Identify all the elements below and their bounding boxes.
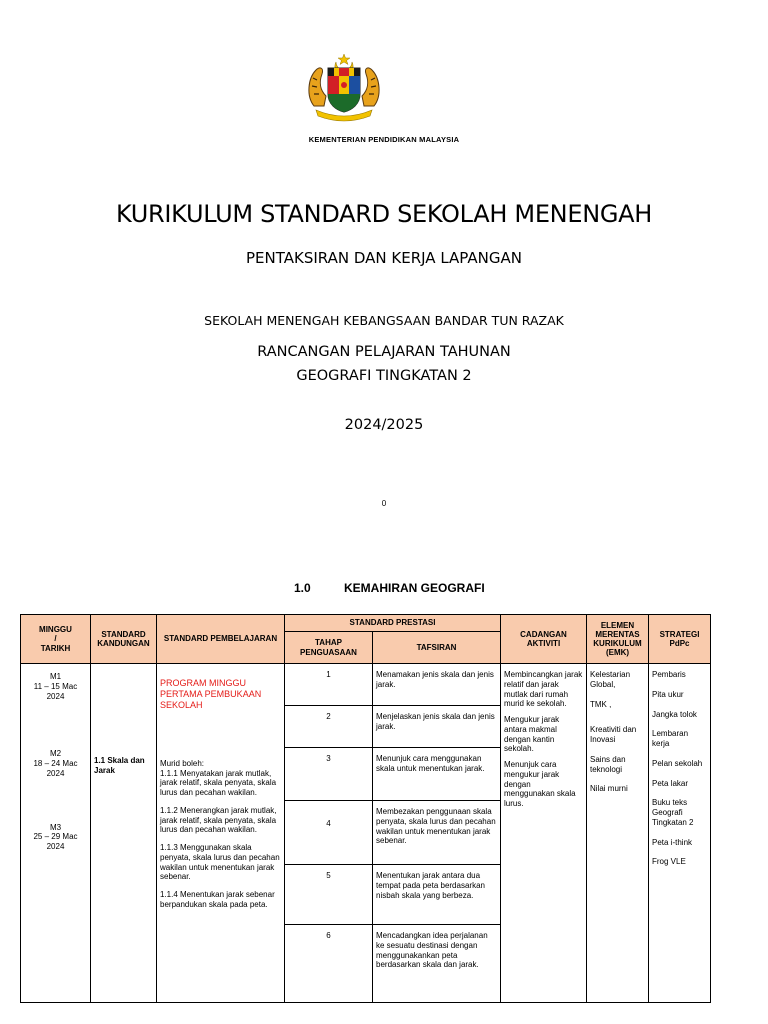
strategy-item: Jangka tolok [652,709,697,719]
learning-standard-item: 1.1.4 Menentukan jarak sebenar berpandukan skala pada peta. [160,890,275,909]
coat-of-arms-logo [300,52,388,122]
learning-standard-item: 1.1.3 Menggunakan skala penyata, skala lurus dan pecahan wakilan untuk menentukan jarak sebenar. [160,843,280,882]
performance-description: Menamakan jenis skala dan jenis jarak. [373,664,501,706]
subject-title: GEOGRAFI TINGKATAN 2 [296,368,472,384]
academic-year: 2024/2025 [344,417,424,433]
activities-cell [501,664,587,1003]
activity-item: Membincangkan jarak relatif dan jarak mutlak dari rumah murid ke sekolah. [504,670,583,709]
standard-pembelajaran-cell [157,664,285,1003]
performance-level: 6 [285,925,373,1003]
performance-description: Mencadangkan idea perjalanan ke sesuatu destinasi dengan menggunakankan peta berdasarkan skala dan jarak. [373,925,501,1003]
performance-level: 4 [285,801,373,865]
school-name: SEKOLAH MENENGAH KEBANGSAAN BANDAR TUN RAZAK [204,313,564,328]
week-item: M2 18 – 24 Mac 2024 [33,749,78,778]
strategy-cell [649,664,711,1003]
header-cadangan-aktiviti: CADANGAN AKTIVITI [501,615,587,664]
section-title: KEMAHIRAN GEOGRAFI [344,581,485,595]
emk-item: Nilai murni [590,784,628,794]
header-emk: ELEMEN MERENTAS KURIKULUM (EMK) [587,615,649,664]
strategy-item: Frog VLE [652,857,686,867]
header-standard-pembelajaran: STANDARD PEMBELAJARAN [157,615,285,664]
document-subtitle: PENTAKSIRAN DAN KERJA LAPANGAN [246,249,522,267]
standard-kandungan-cell [91,664,157,1003]
header-minggu: MINGGU / TARIKH [21,615,91,664]
emk-item: Kelestarian Global, [590,670,631,689]
strategy-item: Peta i-think [652,837,693,847]
strategy-item: Pembaris [652,670,686,679]
strategy-item: Peta lakar [652,778,689,788]
strategy-item: Pelan sekolah [652,758,703,768]
emk-cell [587,664,649,1003]
learning-standard-item: 1.1.2 Menerangkan jarak mutlak, jarak relatif, skala penyata, skala lurus dan pecahan wakilan. [160,805,277,835]
activity-item: Mengukur jarak antara makmal dengan kantin sekolah. [504,715,560,754]
emk-item: TMK , [590,699,612,709]
performance-description: Menjelaskan jenis skala dan jenis jarak. [373,706,501,748]
learning-standard-item: Murid boleh: 1.1.1 Menyatakan jarak mutlak, jarak relatif, skala penyata, skala lurus dan pecahan wakilan. [160,758,277,798]
strategy-item: Lembaran kerja [652,729,689,748]
performance-description: Menunjuk cara menggunakan skala untuk menentukan jarak. [373,748,501,801]
performance-level: 5 [285,865,373,925]
emk-item: Kreativiti dan Inovasi [590,725,637,744]
section-number: 1.0 [294,581,311,595]
strategy-item: Pita ukur [652,689,684,699]
emk-item: Sains dan teknologi [590,754,626,774]
lesson-plan-table [20,614,711,1003]
activity-item: Menunjuk cara mengukur jarak dengan menggunakan skala lurus. [504,760,576,808]
header-standard-prestasi: STANDARD PRESTASI [285,615,501,632]
header-strategi: STRATEGI PdPc [649,615,711,664]
performance-level: 1 [285,664,373,706]
page-marker: 0 [381,499,387,508]
performance-description: Menentukan jarak antara dua tempat pada peta berdasarkan nisbah skala yang berbeza. [373,865,501,925]
header-tafsiran: TAFSIRAN [373,632,501,664]
week-item: M1 11 – 15 Mac 2024 [33,672,78,701]
header-standard-kandungan: STANDARD KANDUNGAN [91,615,157,664]
document-title: KURIKULUM STANDARD SEKOLAH MENENGAH [115,200,653,228]
performance-level: 3 [285,748,373,801]
week-dates-cell [21,664,91,1003]
week-item: M3 25 – 29 Mac 2024 [33,822,78,851]
header-tahap-penguasaan: TAHAP PENGUASAAN [285,632,373,664]
ministry-name: KEMENTERIAN PENDIDIKAN MALAYSIA [308,135,460,144]
performance-description: Membezakan penggunaan skala penyata, skala lurus dan pecahan wakilan untuk menentukan jarak sebenar. [373,801,501,865]
plan-title: RANCANGAN PELAJARAN TAHUNAN [257,344,511,360]
program-note: PROGRAM MINGGU PERTAMA PEMBUKAAN SEKOLAH [160,678,262,710]
standard-kandungan-text: 1.1 Skala dan Jarak [94,756,145,775]
strategy-item: Buku teks Geografi Tingkatan 2 [652,798,694,827]
performance-level: 2 [285,706,373,748]
